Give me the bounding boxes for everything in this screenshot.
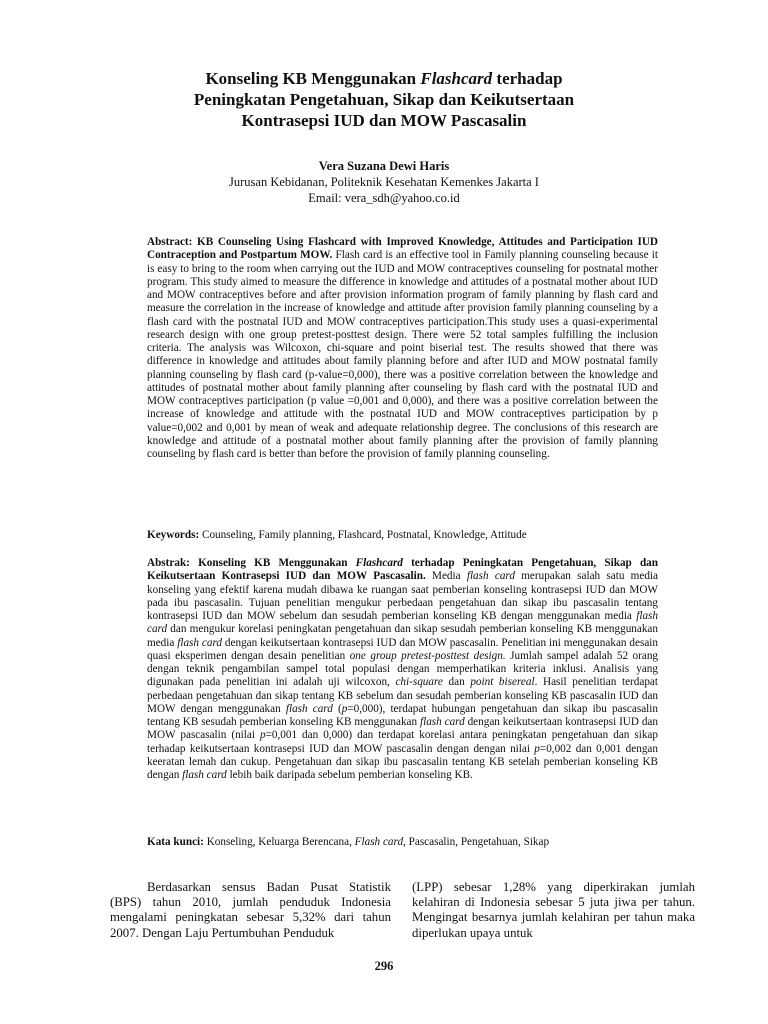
- abstrak-italic: flash card: [177, 636, 223, 649]
- abstract-english-text: Flash card is an effective tool in Family planning counseling because it is easy to bring to the room when carrying out the IUD and MOW contraceptives counseling for postnatal mother program. This study aimed to measure the difference in knowledge and attitudes of a postnatal mother about IUD and MOW contraceptives before and after provision information program of family planning by flash card and measure the correlation in the increase of knowledge and attitude after provision family planning counseling by a flash card with the postnatal IUD and MOW contraceptives participation.This study uses a quasi-experimental research design with one group pretest-posttest design. There were 52 total samples fulfilling the inclusion criteria. The analysis was Wilcoxon, chi-square and point biserial test. The results showed that there was difference in knowledge and attitudes about family planning before and after IUD and MOW postnatal family planning counseling by flash card (p-value=0,000), there was a positive correlation between the knowledge and attitudes of postnatal mother about family planning after counseling by flash card with the postnatal IUD and MOW contraceptives participation (p value =0,001 and 0,000), and there was a positive correlation between the increase of knowledge and attitude with the postnatal IUD and MOW contraceptives participation by p value=0,002 and 0,001 by mean of weak and adequate relationship degree. The conclusions of this research are knowledge and attitude of a postnatal mother about family planning after the provision of family planning counseling by flash card is better than before the provision of family planning counseling.: [147, 249, 659, 460]
- page-number: 296: [374, 959, 394, 973]
- abstrak-text: (: [332, 702, 342, 715]
- abstract-english-label: Abstract: KB Counseling Using Flashcard with Improved Knowledge, Attitudes and Participation IUD Contraception and Postpartum MOW.: [147, 236, 658, 262]
- abstrak-italic: point bisereal: [470, 676, 535, 689]
- abstrak-label-italic: Flashcard: [355, 557, 403, 569]
- body-column-right: [412, 880, 695, 941]
- title-italic-flashcard: Flashcard: [420, 69, 493, 88]
- keywords-indonesian: [147, 836, 658, 849]
- abstrak-text: merupakan salah satu media konseling yang efektif karena mudah dibawa ke ruangan saat pemberian konseling kontrasepsi IUD dan MOW pada ibu pascasalin. Tujuan penelitian mengukur perbedaan pengetahuan dan sikap ibu pascasalin tentang kontrasepsi IUD dan MOW sebelum dan sesudah pemberian konseling KB dengan menggunakan media: [147, 570, 658, 622]
- keywords-english: [147, 529, 658, 542]
- kata-kunci-text: , Pascasalin, Pengetahuan, Sikap: [403, 836, 550, 848]
- abstrak-text: dengan keikutsertaan kontrasepsi IUD dan MOW pascasalin. Penelitian ini menggunakan desain quasi eksperimen dengan desain penelitian: [147, 636, 658, 662]
- abstrak-text: lebih baik daripada sebelum pemberian konseling KB.: [226, 769, 473, 781]
- abstrak-text: dan: [442, 676, 471, 689]
- author-email: Email: vera_sdh@yahoo.co.id: [308, 191, 460, 205]
- abstrak-text: dengan keikutsertaan kontrasepsi IUD dan MOW pascasalin (nilai: [147, 716, 658, 742]
- abstrak-label-start: Abstrak: Konseling KB Menggunakan: [147, 557, 356, 569]
- paper-title: [150, 68, 618, 131]
- abstrak-text: . Hasil penelitian terdapat perbedaan pengetahuan dan sikap tentang KB sebelum dan sesudah pemberian konseling KB pascasalin IUD dan MOW dengan menggunakan: [147, 676, 659, 715]
- abstrak-italic: flash card: [419, 716, 465, 728]
- abstrak-italic: chi-square: [395, 676, 443, 689]
- keywords-english-label: Keywords:: [147, 529, 200, 541]
- abstrak-italic: flash card: [466, 570, 515, 583]
- author-name: Vera Suzana Dewi Haris: [318, 159, 450, 173]
- title-line3: Kontrasepsi IUD dan MOW Pascasalin: [241, 111, 527, 130]
- abstrak-italic: flash card: [182, 769, 227, 781]
- abstrak-text: =0,000), terdapat hubungan pengetahuan dan sikap ibu pascasalin tentang KB sesudah pemberian konseling KB menggunakan: [147, 702, 658, 728]
- abstrak-italic: one group pretest-posttest design.: [349, 649, 506, 662]
- abstrak-text: Jumlah sampel adalah 52 orang dengan teknik pengambilan sampel total populasi dengan memperhatikan kriteria inklusi. Analisis yang digunakan pada penelitian ini adalah uji wilcoxon,: [147, 649, 659, 689]
- body-right-text: (LPP) sebesar 1,28% yang diperkirakan jumlah kelahiran di Indonesia sebesar 5 juta jiwa per tahun. Mengingat besarnya jumlah kelahiran per tahun maka diperlukan upaya untuk: [412, 880, 695, 940]
- abstrak-italic: p: [259, 729, 266, 742]
- abstrak-italic: flash card: [285, 702, 333, 715]
- abstrak-text: dan mengukur korelasi peningkatan pengetahuan dan sikap sesudah pemberian konseling KB menggunakan media: [147, 623, 658, 649]
- abstrak-italic: flash card: [147, 610, 658, 636]
- author-affiliation: Jurusan Kebidanan, Politeknik Kesehatan Kemenkes Jakarta I: [229, 175, 539, 189]
- title-line1-start: Konseling KB Menggunakan: [205, 69, 421, 88]
- abstrak-text: =0,001 dan 0,000) dan terdapat korelasi antara peningkatan pengetahuan dan sikap terhadap keikutsertaan kontrasepsi IUD dan MOW pascasalin dengan dengan nilai: [147, 729, 658, 755]
- title-line1-end: terhadap: [492, 69, 563, 88]
- body-left-text: Berdasarkan sensus Badan Pusat Statistik (BPS) tahun 2010, jumlah penduduk Indonesia mengalami peningkatan sebesar 5,32% dari tahun 2007. Dengan Laju Pertumbuhan Penduduk: [110, 880, 391, 940]
- keywords-english-text: Counseling, Family planning, Flashcard, Postnatal, Knowledge, Attitude: [199, 529, 527, 541]
- title-line2: Peningkatan Pengetahuan, Sikap dan Keikutsertaan: [193, 90, 575, 109]
- abstrak-text: Media: [425, 570, 467, 583]
- abstrak-label-end: terhadap Peningkatan Pengetahuan, Sikap dan Keikutsertaan Kontrasepsi IUD dan MOW Pascasalin.: [147, 557, 658, 583]
- abstrak-italic: p: [341, 702, 348, 715]
- abstrak-text: =0,002 dan 0,001 dengan keeratan lemah dan cukup. Pengetahuan dan sikap ibu pascasalin tentang KB setelah pemberian konseling KB dengan: [147, 742, 658, 781]
- abstract-english: [147, 236, 658, 461]
- abstract-indonesian: [147, 557, 658, 782]
- abstrak-italic: p: [534, 742, 540, 755]
- author-block: [150, 158, 618, 206]
- kata-kunci-italic: Flash card: [354, 836, 404, 848]
- kata-kunci-text: Konseling, Keluarga Berencana,: [203, 836, 355, 848]
- kata-kunci-label: Kata kunci:: [147, 836, 204, 848]
- body-column-left: [110, 880, 391, 941]
